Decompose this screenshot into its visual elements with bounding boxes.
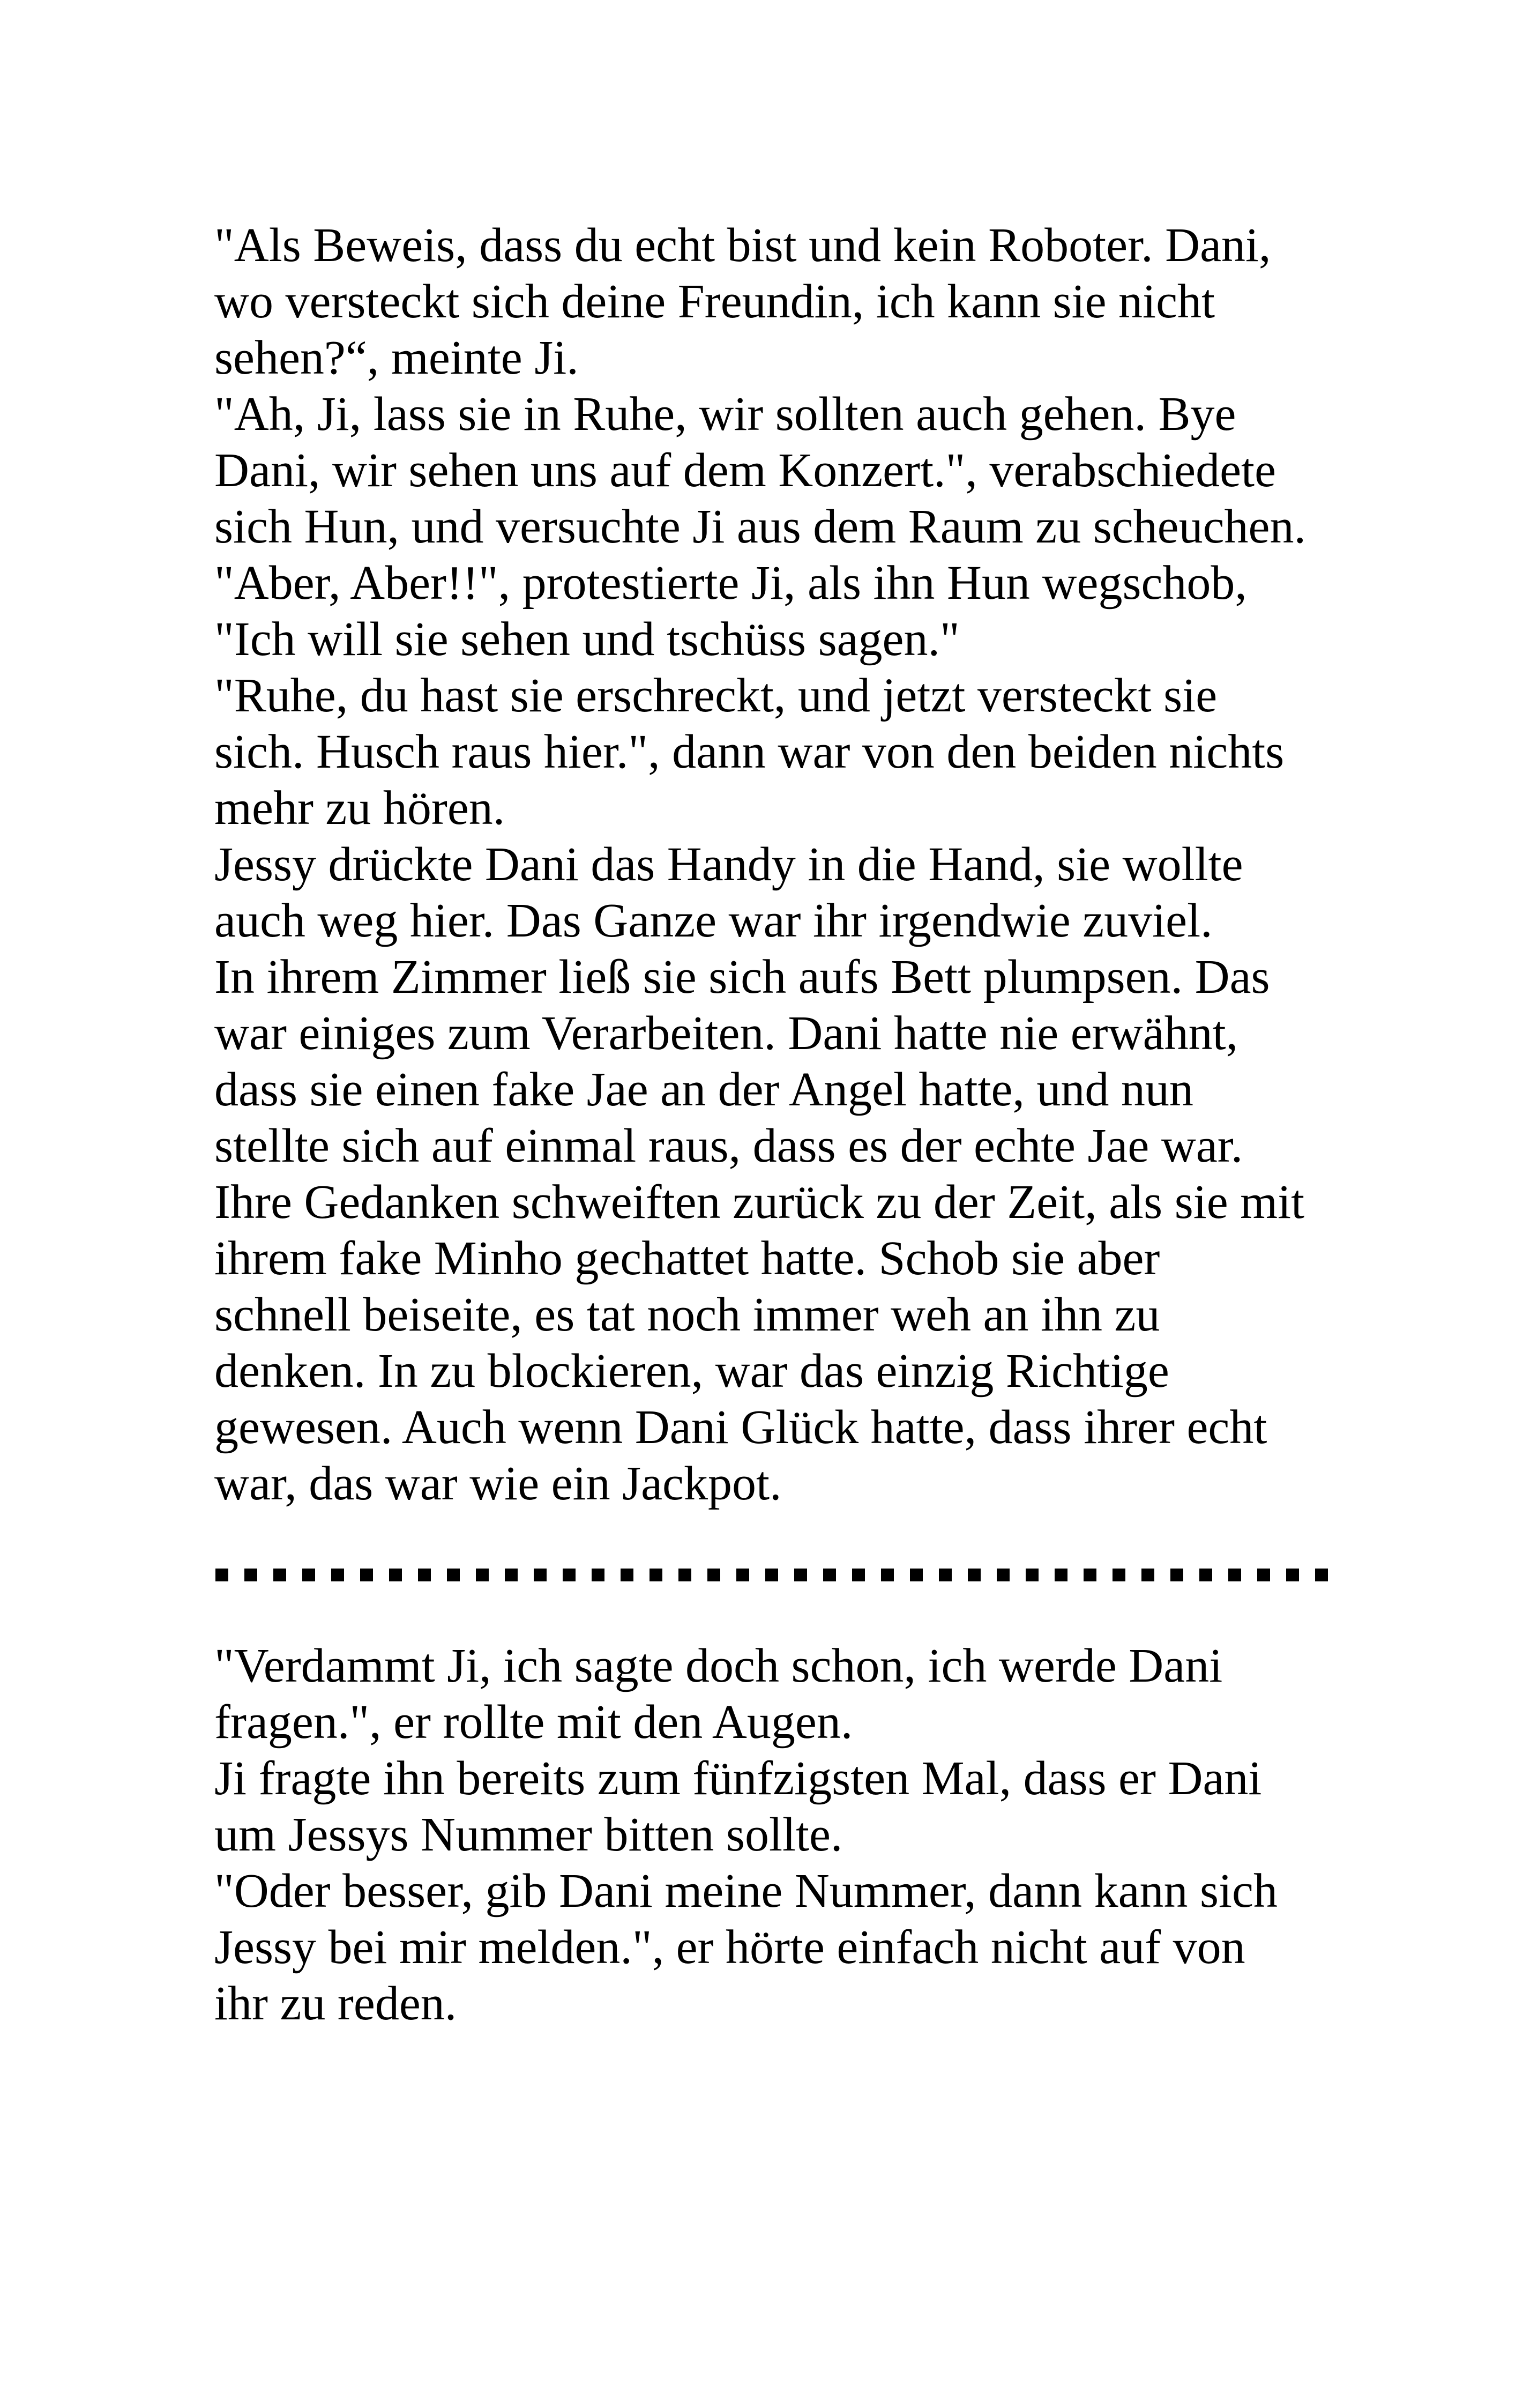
text-line: "Verdammt Ji, ich sagte doch schon, ich werde Dani	[214, 1639, 1223, 1692]
text-block-first	[214, 217, 1329, 1512]
text-line: gewesen. Auch wenn Dani Glück hatte, dass ihrer echt	[214, 1401, 1267, 1454]
text-line: "Ruhe, du hast sie erschreckt, und jetzt versteckt sie	[214, 669, 1218, 722]
text-line: Jessy drückte Dani das Handy in die Hand, sie wollte	[214, 838, 1243, 891]
text-line: ihrem fake Minho gechattet hatte. Schob sie aber	[214, 1232, 1160, 1285]
text-line: fragen.", er rollte mit den Augen.	[214, 1696, 853, 1749]
text-line: auch weg hier. Das Ganze war ihr irgendwie zuviel.	[214, 894, 1213, 947]
text-line: mehr zu hören.	[214, 782, 505, 835]
text-line: um Jessys Nummer bitten sollte.	[214, 1808, 843, 1861]
text-line: "Als Beweis, dass du echt bist und kein Roboter. Dani,	[214, 219, 1271, 272]
text-line: schnell beiseite, es tat noch immer weh an ihn zu	[214, 1288, 1160, 1341]
text-line: In ihrem Zimmer ließ sie sich aufs Bett plumpsen. Das	[214, 950, 1270, 1004]
text-block-second	[214, 1638, 1329, 2032]
text-line: "Oder besser, gib Dani meine Nummer, dann kann sich	[214, 1864, 1278, 1918]
text-line: wo versteckt sich deine Freundin, ich kann sie nicht	[214, 275, 1215, 328]
text-line: denken. In zu blockieren, war das einzig Richtige	[214, 1344, 1169, 1398]
text-line: Ihre Gedanken schweiften zurück zu der Zeit, als sie mit	[214, 1176, 1305, 1229]
text-line: dass sie einen fake Jae an der Angel hatte, und nun	[214, 1063, 1193, 1116]
text-line: Ji fragte ihn bereits zum fünfzigsten Mal, dass er Dani	[214, 1752, 1262, 1805]
text-line: "Ich will sie sehen und tschüss sagen."	[214, 613, 960, 666]
text-line: sehen?“, meinte Ji.	[214, 331, 579, 384]
text-line: Dani, wir sehen uns auf dem Konzert.", verabschiedete	[214, 444, 1276, 497]
text-line: "Aber, Aber!!", protestierte Ji, als ihn Hun wegschob,	[214, 556, 1247, 610]
text-line: war, das war wie ein Jackpot.	[214, 1457, 782, 1510]
text-line: ihr zu reden.	[214, 1977, 457, 2030]
text-line: "Ah, Ji, lass sie in Ruhe, wir sollten auch gehen. Bye	[214, 388, 1236, 441]
text-line: war einiges zum Verarbeiten. Dani hatte nie erwähnt,	[214, 1007, 1238, 1060]
text-line: Jessy bei mir melden.", er hörte einfach nicht auf von	[214, 1921, 1245, 1974]
text-line: sich. Husch raus hier.", dann war von den beiden nichts	[214, 725, 1285, 778]
text-line: stellte sich auf einmal raus, dass es der echte Jae war.	[214, 1119, 1243, 1172]
scene-break-separator	[215, 1569, 1330, 1581]
text-line: sich Hun, und versuchte Ji aus dem Raum zu scheuchen.	[214, 500, 1306, 553]
